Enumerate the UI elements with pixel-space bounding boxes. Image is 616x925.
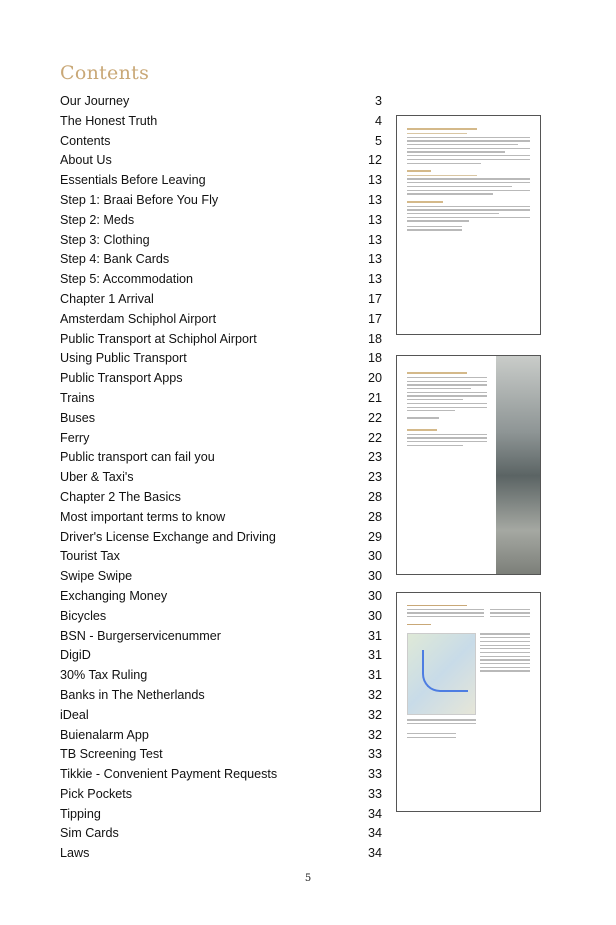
toc-entry-page: 4: [374, 113, 382, 128]
toc-entry-title: Exchanging Money: [60, 588, 168, 603]
toc-entry[interactable]: [60, 270, 382, 290]
toc-entry-page: 13: [367, 252, 382, 267]
toc-entry-title: Public transport can fail you: [60, 450, 215, 465]
toc-entry[interactable]: [60, 646, 382, 666]
toc-entry-page: 18: [367, 331, 382, 346]
toc-entry-page: 17: [367, 311, 382, 326]
toc-entry-page: 30: [367, 569, 382, 584]
toc-entry[interactable]: [60, 508, 382, 528]
map-screenshot: [407, 633, 476, 715]
toc-entry-page: 5: [374, 133, 382, 148]
toc-entry-page: 13: [367, 232, 382, 247]
toc-entry[interactable]: [60, 607, 382, 627]
toc-entry[interactable]: [60, 92, 382, 112]
toc-entry[interactable]: [60, 112, 382, 132]
toc-entry-title: The Honest Truth: [60, 113, 158, 128]
toc-entry-page: 22: [367, 430, 382, 445]
toc-entry[interactable]: [60, 369, 382, 389]
toc-entry[interactable]: [60, 310, 382, 330]
toc-entry-title: Pick Pockets: [60, 786, 133, 801]
toc-entry-page: 31: [367, 668, 382, 683]
toc-entry[interactable]: [60, 132, 382, 152]
toc-entry[interactable]: [60, 627, 382, 647]
toc-entry[interactable]: [60, 151, 382, 171]
toc-entry[interactable]: [60, 488, 382, 508]
toc-entry-title: Step 5: Accommodation: [60, 272, 194, 287]
toc-entry[interactable]: [60, 805, 382, 825]
toc-entry[interactable]: [60, 231, 382, 251]
toc-entry-page: 23: [367, 450, 382, 465]
toc-entry-page: 30: [367, 608, 382, 623]
toc-entry-page: 30: [367, 588, 382, 603]
toc-entry[interactable]: [60, 686, 382, 706]
toc-entry-title: Tipping: [60, 806, 101, 821]
toc-entry[interactable]: [60, 448, 382, 468]
toc-entry[interactable]: [60, 726, 382, 746]
toc-entry[interactable]: [60, 824, 382, 844]
page-preview-bsn: [396, 115, 541, 335]
toc-entry-title: Step 2: Meds: [60, 212, 135, 227]
toc-entry[interactable]: [60, 666, 382, 686]
table-of-contents: [60, 92, 382, 864]
toc-entry-title: Step 4: Bank Cards: [60, 252, 170, 267]
toc-entry-title: Tourist Tax: [60, 549, 120, 564]
toc-entry-title: Sim Cards: [60, 826, 119, 841]
toc-entry[interactable]: [60, 547, 382, 567]
toc-entry-page: 32: [367, 707, 382, 722]
toc-entry-title: Step 1: Braai Before You Fly: [60, 192, 219, 207]
toc-entry-title: Amsterdam Schiphol Airport: [60, 311, 217, 326]
toc-entry[interactable]: [60, 349, 382, 369]
toc-entry-title: Chapter 2 The Basics: [60, 489, 181, 504]
toc-entry-title: Chapter 1 Arrival: [60, 291, 154, 306]
toc-entry-page: 32: [367, 687, 382, 702]
toc-entry-page: 13: [367, 272, 382, 287]
toc-entry-title: iDeal: [60, 707, 89, 722]
toc-entry-title: TB Screening Test: [60, 747, 163, 762]
toc-entry-page: 23: [367, 470, 382, 485]
toc-entry-page: 20: [367, 371, 382, 386]
toc-entry[interactable]: [60, 785, 382, 805]
toc-entry-page: 28: [367, 489, 382, 504]
toc-entry[interactable]: [60, 528, 382, 548]
toc-entry-page: 30: [367, 549, 382, 564]
station-photo: [496, 356, 540, 574]
toc-entry[interactable]: [60, 567, 382, 587]
toc-entry-page: 3: [374, 94, 382, 108]
toc-entry-page: 34: [367, 806, 382, 821]
toc-entry[interactable]: [60, 745, 382, 765]
toc-entry-title: Trains: [60, 390, 95, 405]
page-preview-transport-apps: [396, 592, 541, 812]
toc-entry-page: 34: [367, 846, 382, 861]
toc-entry[interactable]: [60, 587, 382, 607]
toc-entry-page: 33: [367, 747, 382, 762]
toc-entry-title: Bicycles: [60, 608, 107, 623]
toc-entry[interactable]: [60, 468, 382, 488]
toc-entry[interactable]: [60, 330, 382, 350]
toc-entry-page: 28: [367, 509, 382, 524]
toc-entry-title: BSN - Burgerservicenummer: [60, 628, 221, 643]
toc-entry-title: Contents: [60, 133, 111, 148]
toc-entry[interactable]: [60, 389, 382, 409]
toc-entry-title: Using Public Transport: [60, 351, 187, 366]
toc-entry-page: 33: [367, 786, 382, 801]
toc-entry[interactable]: [60, 290, 382, 310]
toc-entry-title: DigiD: [60, 648, 91, 663]
contents-heading: Contents: [60, 62, 150, 84]
toc-entry[interactable]: [60, 211, 382, 231]
toc-entry-page: 33: [367, 767, 382, 782]
toc-entry-page: 22: [367, 410, 382, 425]
toc-entry-title: Tikkie - Convenient Payment Requests: [60, 767, 278, 782]
toc-entry-title: Essentials Before Leaving: [60, 173, 206, 188]
toc-entry-title: Our Journey: [60, 94, 130, 108]
toc-entry[interactable]: [60, 171, 382, 191]
toc-entry[interactable]: [60, 765, 382, 785]
toc-entry-page: 29: [367, 529, 382, 544]
toc-entry[interactable]: [60, 429, 382, 449]
toc-entry-page: 12: [367, 153, 382, 168]
toc-entry-page: 31: [367, 648, 382, 663]
toc-entry-title: Uber & Taxi's: [60, 470, 134, 485]
toc-entry-page: 32: [367, 727, 382, 742]
page-number: 5: [304, 873, 312, 884]
toc-entry[interactable]: [60, 706, 382, 726]
toc-entry-title: Buses: [60, 410, 96, 425]
toc-entry-title: Public Transport Apps: [60, 371, 183, 386]
toc-entry-page: 34: [367, 826, 382, 841]
toc-entry-page: 13: [367, 173, 382, 188]
toc-entry-title: Laws: [60, 846, 90, 861]
toc-entry-title: Buienalarm App: [60, 727, 149, 742]
page-preview-public-transport: [396, 355, 541, 575]
toc-entry-title: Most important terms to know: [60, 509, 226, 524]
toc-entry-title: Public Transport at Schiphol Airport: [60, 331, 257, 346]
toc-entry-page: 13: [367, 192, 382, 207]
toc-entry-page: 13: [367, 212, 382, 227]
toc-entry-page: 31: [367, 628, 382, 643]
toc-entry[interactable]: [60, 844, 382, 864]
toc-entry-title: About Us: [60, 153, 112, 168]
toc-entry[interactable]: [60, 191, 382, 211]
toc-entry[interactable]: [60, 409, 382, 429]
toc-entry-title: Banks in The Netherlands: [60, 687, 205, 702]
toc-entry-page: 18: [367, 351, 382, 366]
toc-entry[interactable]: [60, 250, 382, 270]
toc-entry-title: Swipe Swipe: [60, 569, 133, 584]
toc-entry-title: 30% Tax Ruling: [60, 668, 148, 683]
toc-entry-title: Driver's License Exchange and Driving: [60, 529, 276, 544]
toc-entry-page: 17: [367, 291, 382, 306]
toc-entry-title: Ferry: [60, 430, 90, 445]
toc-entry-page: 21: [367, 390, 382, 405]
toc-entry-title: Step 3: Clothing: [60, 232, 150, 247]
